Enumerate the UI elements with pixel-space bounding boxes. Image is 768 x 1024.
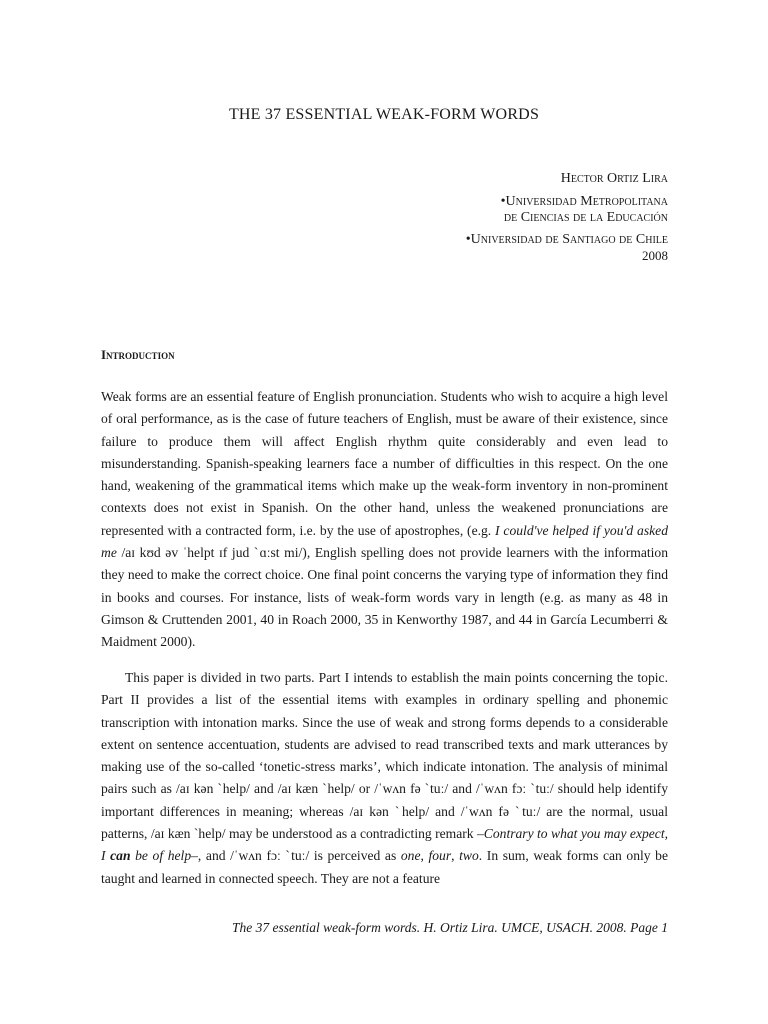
- para2-comma-2: ,: [451, 848, 460, 864]
- para2-four: four: [428, 848, 452, 864]
- para2-italic-1: Contrary to what you may expect, I: [101, 826, 669, 864]
- para2-two: two: [459, 848, 479, 864]
- para2-text-2: –, and /ˈwʌn fɔː ˋtuː/ is perceived as: [191, 848, 401, 864]
- para1-text-1: Weak forms are an essential feature of English pronunciation. Students who wish to acquire a high level of oral performance, as is the case of future teachers of English, must be aware of their existence, since failure to produce them will affect English rhythm quite considerably and even lead to misunderstanding. Spanish-speaking learners face a number of difficulties in this respect. On the one hand, weakening of the grammatical items which make up the weak-form inventory in non-prominent contexts does not exist in Spanish. On the other hand, unless the weakened pronunciations are represented with a contracted form, i.e. by the use of apostrophes, (e.g.: [101, 389, 668, 538]
- para1-example-ipa: /aɪ kʊd əv ˈhelpt ɪf jud ˋɑːst mi/),: [116, 545, 311, 561]
- para2-text-3: . In sum, weak forms can only be taught and learned in connected speech. They are not a feature: [101, 848, 669, 886]
- author-name: Hector Ortiz Lira: [560, 171, 668, 186]
- section-heading: Introduction: [101, 347, 175, 362]
- para2-text-1: This paper is divided in two parts. Part I intends to establish the main points concerning the topic. Part II provides a list of the essential items with examples in ordinary spelling and phonemic transcription with intonation marks. Since the use of weak and strong forms depends to a considerable extent on sentence accentuation, students are advised to read transcribed texts and mark utterances by making use of the so-called ‘tonetic-stress marks’, which indicate intonation. The analysis of minimal pairs such as /aɪ kən ˋhelp/ and /aɪ kæn ˋhelp/ or /ˈwʌn fə ˋtuː/ and /ˈwʌn fɔː ˋtuː/ should help identify important differences in meaning; whereas /aɪ kən ˋhelp/ and /ˈwʌn fə ˋtuː/ are the normal, usual patterns, /aɪ kæn ˋhelp/ may be understood as a contradicting remark –: [101, 670, 668, 842]
- para1-example: I could've helped if you'd asked me: [101, 522, 668, 561]
- paragraph-1: [101, 386, 668, 654]
- publication-year: 2008: [642, 248, 668, 263]
- document-title: THE 37 ESSENTIAL WEAK-FORM WORDS: [228, 106, 540, 123]
- para2-one: one: [400, 848, 421, 864]
- paragraph-2: [101, 667, 668, 890]
- para2-italic-2: be of help: [130, 848, 192, 864]
- affiliation-1-line-1: •Universidad Metropolitana: [500, 194, 668, 209]
- para2-strong: can: [110, 848, 131, 864]
- para2-comma-1: ,: [420, 848, 429, 864]
- affiliation-2: •Universidad de Santiago de Chile: [465, 232, 668, 247]
- page-footer: The 37 essential weak-form words. H. Ortiz Lira. UMCE, USACH. 2008. Page 1: [232, 920, 668, 935]
- affiliation-1-line-2: de Ciencias de la Educación: [503, 210, 668, 225]
- para1-text-2: English spelling does not provide learners with the information they need to make the correct choice. One final point concerns the varying type of information they find in books and courses. For instance, lists of weak-form words vary in length (e.g. as many as 48 in Gimson & Cruttenden 2001, 40 in Roach 2000, 35 in Kenworthy 1987, and 44 in García Lecumberri & Maidment 2000).: [101, 545, 669, 650]
